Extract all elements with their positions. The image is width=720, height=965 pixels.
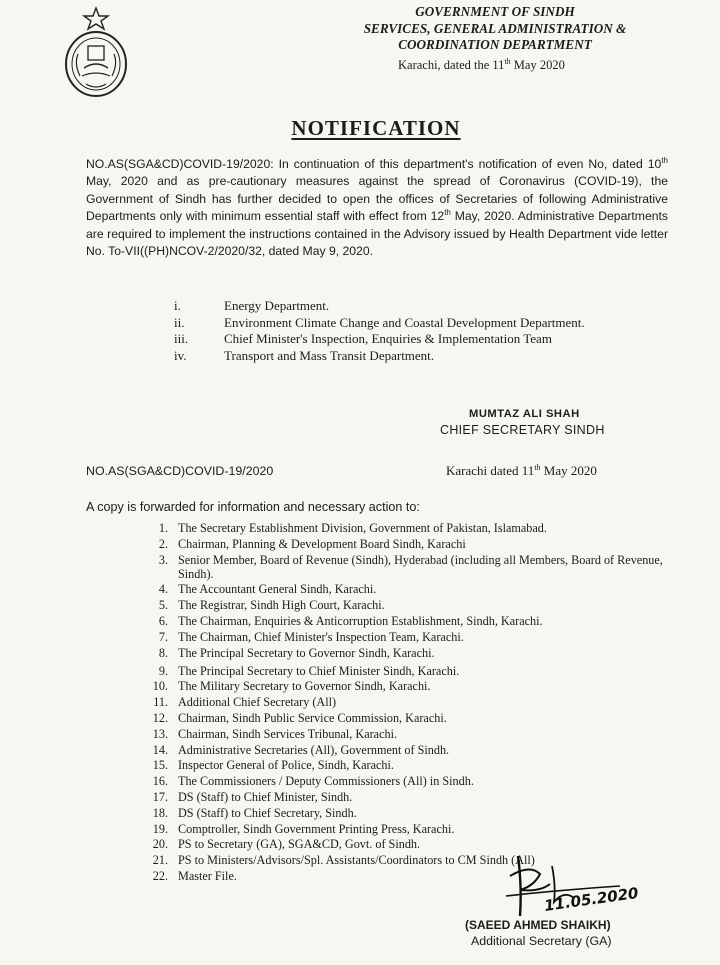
distribution-text: The Principal Secretary to Chief Minister Sindh, Karachi. — [178, 663, 460, 678]
department-item: iv. Transport and Mass Transit Department. — [174, 347, 435, 363]
distribution-number: 22. — [152, 868, 168, 883]
chief-secretary-name: MUMTAZ ALI SHAH — [469, 408, 580, 420]
chief-secretary-title: CHIEF SECRETARY SINDH — [440, 423, 605, 437]
additional-secretary-title: Additional Secretary (GA) — [471, 934, 612, 948]
distribution-text: Comptroller, Sindh Government Printing Press, Karachi. — [178, 821, 455, 836]
distribution-item — [138, 664, 688, 678]
department-header — [330, 4, 660, 54]
notification-title: NOTIFICATION — [291, 116, 461, 140]
distribution-list — [138, 521, 688, 885]
distribution-item — [138, 806, 688, 820]
distribution-text: The Chairman, Chief Minister's Inspection Team, Karachi. — [178, 629, 464, 644]
distribution-number: 1. — [158, 521, 168, 535]
distribution-text: The Secretary Establishment Division, Government of Pakistan, Islamabad. — [178, 521, 547, 535]
department-item: iii. Chief Minister's Inspection, Enquiries & Implementation Team — [174, 331, 552, 346]
distribution-item — [138, 790, 688, 804]
distribution-text: The Military Secretary to Governor Sindh, Karachi. — [178, 679, 431, 694]
distribution-item — [138, 582, 688, 596]
distribution-text: PS to Secretary (GA), SGA&CD, Govt. of Sindh. — [178, 837, 421, 852]
distribution-number: 10. — [152, 679, 168, 694]
distribution-text: Senior Member, Board of Revenue (Sindh), Hyderabad (including all Members, Board of Revenue, Sindh). — [178, 552, 663, 581]
distribution-text: The Accountant General Sindh, Karachi. — [178, 582, 377, 597]
reference-number: NO.AS(SGA&CD)COVID-19/2020 — [86, 464, 274, 478]
distribution-number: 4. — [158, 582, 168, 597]
distribution-item — [138, 521, 688, 535]
distribution-item — [138, 711, 688, 725]
distribution-number: 16. — [152, 774, 168, 789]
distribution-number: 2. — [158, 536, 168, 551]
distribution-number: 7. — [158, 629, 168, 644]
copy-forwarded-intro: A copy is forwarded for information and necessary action to: — [86, 500, 420, 514]
header-date: Karachi, dated the 11th May 2020 — [398, 57, 565, 72]
distribution-number: 20. — [152, 837, 168, 852]
distribution-text: Additional Chief Secretary (All) — [178, 695, 337, 710]
additional-secretary-name: (SAEED AHMED SHAIKH) — [465, 918, 611, 932]
distribution-text: DS (Staff) to Chief Secretary, Sindh. — [178, 805, 357, 820]
distribution-text: Chairman, Sindh Services Tribunal, Karachi. — [178, 726, 398, 741]
distribution-number: 19. — [152, 821, 168, 836]
sindh-government-emblem-icon — [62, 6, 130, 98]
distribution-item — [138, 822, 688, 836]
department-list — [174, 298, 644, 364]
department-item: ii. Environment Climate Change and Coastal Development Department. — [174, 314, 585, 330]
distribution-item — [138, 758, 688, 772]
distribution-number: 14. — [152, 742, 168, 757]
distribution-item — [138, 727, 688, 741]
distribution-text: Chairman, Sindh Public Service Commission, Karachi. — [178, 710, 447, 725]
distribution-number: 12. — [152, 710, 168, 725]
distribution-item — [138, 630, 688, 644]
distribution-item — [138, 774, 688, 788]
distribution-text: Inspector General of Police, Sindh, Karachi. — [178, 758, 394, 773]
distribution-text: The Commissioners / Deputy Commissioners (All) in Sindh. — [178, 774, 474, 789]
distribution-text: Administrative Secretaries (All), Government of Sindh. — [178, 742, 450, 757]
handwritten-signature — [500, 846, 660, 926]
distribution-number: 6. — [158, 613, 168, 628]
handwritten-date: 11.05.2020 — [543, 883, 640, 915]
distribution-item — [138, 598, 688, 612]
distribution-text: Master File. — [178, 868, 237, 883]
distribution-number: 15. — [152, 758, 168, 773]
distribution-item — [138, 553, 688, 581]
distribution-item — [138, 743, 688, 757]
distribution-text: The Registrar, Sindh High Court, Karachi. — [178, 598, 385, 613]
distribution-text: The Principal Secretary to Governor Sindh, Karachi. — [178, 645, 435, 660]
reference-date: Karachi dated 11th May 2020 — [446, 463, 597, 478]
header-line-3: COORDINATION DEPARTMENT — [398, 37, 592, 52]
notification-body: NO.AS(SGA&CD)COVID-19/2020: In continuation of this department's notification of even No, dated 10th May, 2020 and as pre-cautionary measures against the spread of Coronavirus (COVID-19), the Government of Sindh has further decided to open the offices of Secretaries of following Administrative Departments only with minimum essential staff with effect from 12th May, 2020. Administrative Departments are required to implement the instructions contained in the Advisory issued by Health Department vide letter No. To-VII((PH)NCOV-2/2020/32, dated May 9, 2020. — [86, 156, 668, 259]
distribution-text: DS (Staff) to Chief Minister, Sindh. — [178, 789, 353, 804]
distribution-number: 11. — [153, 695, 168, 710]
distribution-number: 13. — [152, 726, 168, 741]
header-line-2: SERVICES, GENERAL ADMINISTRATION & — [363, 20, 627, 36]
distribution-number: 8. — [158, 645, 168, 660]
distribution-text: PS to Ministers/Advisors/Spl. Assistants/Coordinators to CM Sindh (All) — [178, 853, 535, 868]
distribution-item — [138, 614, 688, 628]
distribution-text: Chairman, Planning & Development Board Sindh, Karachi — [178, 536, 466, 551]
distribution-number: 21. — [152, 853, 168, 868]
distribution-item — [138, 679, 688, 693]
distribution-item — [138, 646, 688, 660]
distribution-item — [138, 537, 688, 551]
distribution-number: 17. — [152, 789, 168, 804]
distribution-number: 18. — [152, 805, 168, 820]
distribution-number: 5. — [158, 598, 168, 613]
header-line-1: GOVERNMENT OF SINDH — [415, 4, 575, 19]
distribution-number: 9. — [158, 663, 168, 678]
distribution-item — [138, 695, 688, 709]
distribution-number: 3. — [158, 552, 168, 567]
distribution-text: The Chairman, Enquiries & Anticorruption Establishment, Sindh, Karachi. — [178, 613, 543, 628]
department-item: i. Energy Department. — [174, 298, 330, 313]
